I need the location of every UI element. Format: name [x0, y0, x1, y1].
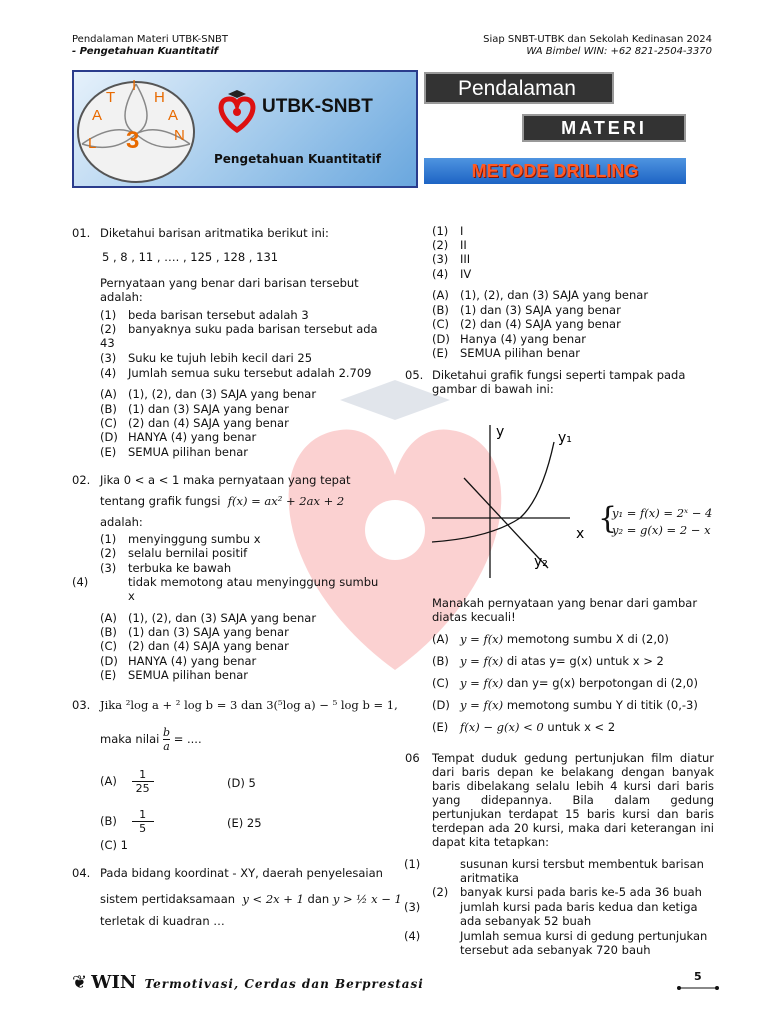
- latihan-letter: N: [174, 127, 185, 144]
- system-eq-1: y₁ = f(x) = 2ˣ − 4: [612, 506, 713, 520]
- question-number: 01.: [72, 226, 91, 240]
- latihan-letter: A: [92, 107, 103, 124]
- y-axis-label: y: [496, 424, 505, 440]
- header-title: Pendalaman Materi UTBK-SNBT: [72, 34, 229, 45]
- statement-2: (2) selalu bernilai positif: [100, 546, 248, 560]
- question-number: 04.: [72, 866, 91, 880]
- latihan-badge: [74, 72, 204, 186]
- statement-1: (1) susunan kursi tersbut membentuk barisan aritmatika: [404, 857, 704, 885]
- option-c[interactable]: (C) (2) dan (4) SAJA yang benar: [100, 639, 289, 653]
- banner-subject: Pengetahuan Kuantitatif: [214, 152, 381, 166]
- x-axis-label: x: [576, 526, 585, 542]
- option-b[interactable]: (B) $\frac{1}{5}$: [100, 808, 154, 835]
- win-logo-icon: ❦: [72, 972, 88, 993]
- latihan-letter: A: [168, 107, 179, 124]
- header-program: Siap SNBT-UTBK dan Sekolah Kedinasan 2024: [483, 34, 712, 45]
- option-e[interactable]: (E) SEMUA pilihan benar: [432, 346, 581, 360]
- brand-name: UTBK-SNBT: [262, 96, 373, 117]
- page-divider-icon: [676, 984, 720, 992]
- metode-drilling-label: METODE DRILLING: [424, 158, 686, 184]
- option-d[interactable]: (D) HANYA (4) yang benar: [100, 654, 257, 668]
- question-stem-3: adalah:: [100, 515, 143, 529]
- option-c[interactable]: (C) y = f(x) dan y= g(x) berpotongan di (2,0): [432, 676, 698, 690]
- option-d[interactable]: (D) y = f(x) memotong sumbu Y di titik (0,-3): [432, 698, 698, 712]
- materi-label: MATERI: [522, 114, 686, 142]
- curve-y1-label: y₁: [558, 430, 572, 446]
- function-expression: f(x) = ax² + 2ax + 2: [227, 494, 345, 508]
- sequence: 5 , 8 , 11 , …. , 125 , 128 , 131: [102, 250, 279, 264]
- question-stem: Tempat duduk gedung pertunjukan film diatur dari baris depan ke belakang dengan banyak baris dibelakang selalu lebih 4 kursi dari baris yang didepannya. Bila dalam gedung pertunjukan terdapat 15 baris kursi dan baris terdepan ada 20 kursi, maka dari keterangan ini dapat kita tetapkan:: [432, 751, 714, 849]
- option-b[interactable]: (B) (1) dan (3) SAJA yang benar: [100, 402, 289, 416]
- question-number: 05.: [405, 368, 424, 382]
- latihan-letter: I: [132, 77, 137, 94]
- brand-heart-logo: [214, 90, 260, 136]
- system-eq-2: y₂ = g(x) = 2 − x: [612, 523, 711, 537]
- chapter-banner: [72, 70, 418, 188]
- function-graph: [430, 420, 600, 580]
- latihan-number: 3: [126, 127, 140, 154]
- question-ask: maka nilai $\frac{b}{a}$ = ....: [100, 726, 202, 753]
- statement-3: (3) jumlah kursi pada baris kedua dan ketiga ada sebanyak 52 buah: [404, 900, 698, 928]
- question-stem: Jika ²log a + ² log b = 3 dan 3(⁵log a) − ⁵ log b = 1,: [100, 698, 398, 712]
- option-a[interactable]: (A) y = f(x) memotong sumbu X di (2,0): [432, 632, 669, 646]
- question-number: 02.: [72, 473, 91, 487]
- choice-4: (4) IV: [432, 267, 472, 281]
- statement-4: (4) Jumlah semua kursi di gedung pertunjukan tersebut ada sebanyak 720 bauh: [404, 929, 708, 957]
- statement-3: (3) terbuka ke bawah: [100, 561, 232, 575]
- statement-2: (2) banyak kursi pada baris ke-5 ada 36 buah: [432, 885, 702, 899]
- running-header-left: [72, 34, 228, 58]
- question-stem: Pada bidang koordinat - XY, daerah penyelesaian: [100, 866, 383, 880]
- option-a[interactable]: (A) $\frac{1}{25}$: [100, 768, 154, 795]
- latihan-letter: T: [106, 89, 116, 106]
- option-b[interactable]: (B) y = f(x) di atas y= g(x) untuk x > 2: [432, 654, 664, 668]
- statement-2: (2) banyaknya suku pada barisan tersebut ada 43: [100, 322, 378, 350]
- latihan-letter: L: [88, 135, 97, 152]
- option-d[interactable]: (D) HANYA (4) yang benar: [100, 430, 257, 444]
- option-e[interactable]: (E) 25: [227, 816, 262, 830]
- statement-4: (4) Jumlah semua suku tersebut adalah 2.709: [100, 366, 372, 380]
- question-stem-2: tentang grafik fungsi f(x) = ax² + 2ax + 2: [100, 494, 345, 508]
- option-c[interactable]: (C) (2) dan (4) SAJA yang benar: [432, 317, 621, 331]
- question-stem: Jika 0 < a < 1 maka pernyataan yang tepat: [100, 473, 351, 487]
- brace-icon: {: [598, 501, 618, 536]
- question-prompt: Pernyataan yang benar dari barisan tersebut adalah:: [100, 276, 359, 304]
- choice-2: (2) II: [432, 238, 467, 252]
- question-stem: Diketahui grafik fungsi seperti tampak pada gambar di bawah ini:: [432, 368, 686, 396]
- question-number: 06: [405, 751, 420, 765]
- option-a[interactable]: (A) (1), (2), dan (3) SAJA yang benar: [432, 288, 649, 302]
- header-subtitle: - Pengetahuan Kuantitatif: [72, 46, 219, 57]
- footer-tagline: Termotivasi, Cerdas dan Berprestasi: [144, 977, 424, 991]
- option-e[interactable]: (E) SEMUA pilihan benar: [100, 445, 249, 459]
- option-a[interactable]: (A) (1), (2), dan (3) SAJA yang benar: [100, 387, 317, 401]
- question-prompt: Manakah pernyataan yang benar dari gambar diatas kecuali!: [432, 596, 698, 624]
- running-header-right: [483, 34, 712, 58]
- choice-1: (1) I: [432, 224, 464, 238]
- choice-3: (3) III: [432, 252, 471, 266]
- question-number: 03.: [72, 698, 91, 712]
- option-e[interactable]: (E) f(x) − g(x) < 0 untuk x < 2: [432, 720, 616, 734]
- curve-y1: [432, 442, 554, 542]
- question-stem-3: terletak di kuadran …: [100, 914, 225, 928]
- statement-4: (4) tidak memotong atau menyinggung sumbu x: [72, 575, 379, 603]
- page-number: 5: [694, 970, 702, 983]
- question-stem-2: sistem pertidaksamaan y < 2x + 1 dan y > ½ x − 1: [100, 892, 402, 906]
- statement-3: (3) Suku ke tujuh lebih kecil dari 25: [100, 351, 313, 365]
- option-a[interactable]: (A) (1), (2), dan (3) SAJA yang benar: [100, 611, 317, 625]
- option-c[interactable]: (C) (2) dan (4) SAJA yang benar: [100, 416, 289, 430]
- option-b[interactable]: (B) (1) dan (3) SAJA yang benar: [432, 303, 621, 317]
- latihan-letter: H: [154, 89, 165, 106]
- footer-brand: WIN: [91, 972, 137, 993]
- header-contact: WA Bimbel WIN: +62 821-2504-3370: [526, 46, 712, 57]
- question-stem: Diketahui barisan aritmatika berikut ini:: [100, 226, 329, 240]
- option-c[interactable]: (C) 1: [100, 838, 128, 852]
- statement-1: (1) beda barisan tersebut adalah 3: [100, 308, 309, 322]
- option-d[interactable]: (D) Hanya (4) yang benar: [432, 332, 586, 346]
- line-y2-label: y₂: [534, 554, 548, 570]
- statement-1: (1) menyinggung sumbu x: [100, 532, 261, 546]
- option-b[interactable]: (B) (1) dan (3) SAJA yang benar: [100, 625, 289, 639]
- option-d[interactable]: (D) 5: [227, 776, 256, 790]
- pendalaman-label: Pendalaman: [424, 72, 614, 104]
- footer: [72, 972, 424, 993]
- option-e[interactable]: (E) SEMUA pilihan benar: [100, 668, 249, 682]
- fraction-b-over-a: $\frac{b}{a}$: [163, 726, 171, 753]
